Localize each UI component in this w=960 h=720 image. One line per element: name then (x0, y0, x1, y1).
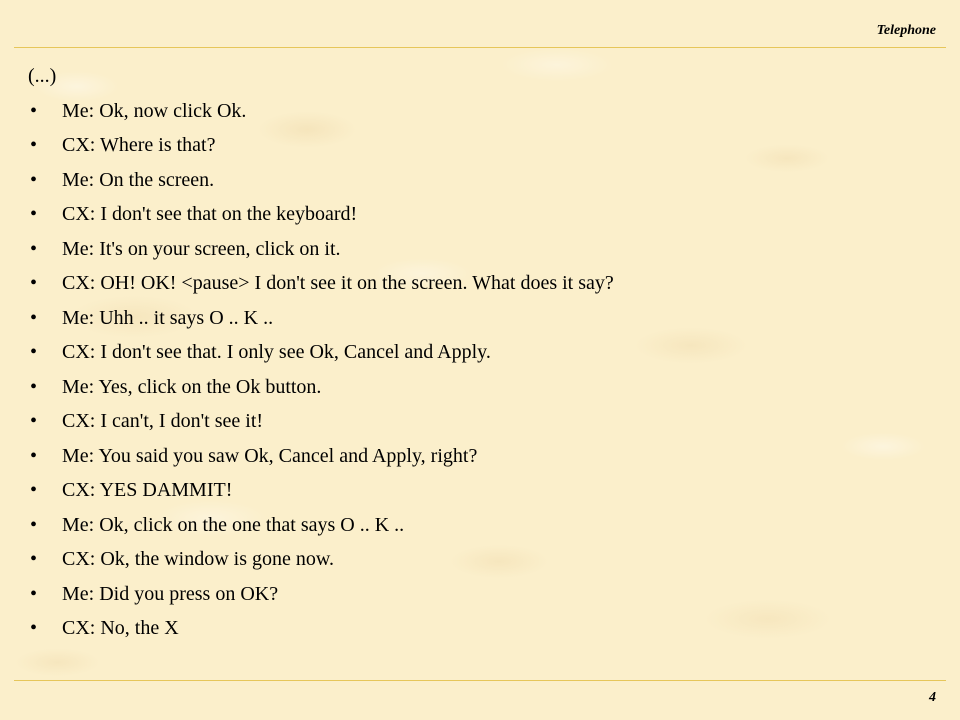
list-item (0, 266, 960, 301)
list-item (0, 439, 960, 474)
bullet-icon: • (30, 375, 38, 398)
list-item (0, 197, 960, 232)
list-item-text: CX: OH! OK! <pause> I don't see it on the screen. What does it say? (62, 272, 614, 294)
list-item-text: CX: I can't, I don't see it! (62, 410, 264, 432)
list-item-text: CX: Where is that? (62, 134, 216, 156)
bullet-icon: • (30, 617, 38, 639)
bullet-icon: • (30, 272, 38, 294)
slide-content (0, 59, 960, 646)
list-item (0, 404, 960, 439)
bullet-icon: • (30, 410, 38, 432)
list-item-text: CX: I don't see that. I only see Ok, Cancel and Apply. (62, 341, 491, 363)
intro-ellipsis: (...) (28, 65, 57, 87)
list-item-text: Me: On the screen. (62, 168, 215, 191)
bullet-icon: • (30, 134, 38, 156)
bullet-icon: • (30, 513, 38, 536)
bullet-icon: • (30, 203, 38, 225)
list-item-text: CX: I don't see that on the keyboard! (62, 203, 358, 225)
bullet-icon: • (30, 237, 38, 260)
list-item (0, 611, 960, 646)
bullet-icon: • (30, 479, 38, 501)
list-item-text: Me: Uhh .. it says O .. K .. (62, 306, 274, 329)
list-item-text: Me: Ok, now click Ok. (62, 99, 247, 122)
list-item (0, 508, 960, 543)
slide-header-title: Telephone (876, 23, 936, 38)
list-item (0, 163, 960, 198)
list-item-text: Me: You said you saw Ok, Cancel and Apply, right? (62, 444, 478, 467)
list-item-text: CX: YES DAMMIT! (62, 479, 233, 501)
list-item (0, 473, 960, 508)
list-item-text: CX: No, the X (62, 617, 179, 639)
list-item (0, 232, 960, 267)
bullet-icon: • (30, 168, 38, 191)
list-item (0, 301, 960, 336)
list-item (0, 370, 960, 405)
list-item-text: Me: Did you press on OK? (62, 582, 279, 605)
list-item (0, 335, 960, 370)
list-item (0, 128, 960, 163)
page-number: 4 (929, 690, 936, 705)
bullet-icon: • (30, 306, 38, 329)
bullet-icon: • (30, 99, 38, 122)
list-item (0, 542, 960, 577)
bullet-icon: • (30, 341, 38, 363)
dialogue-list (0, 94, 960, 646)
list-item-text: Me: It's on your screen, click on it. (62, 237, 341, 260)
list-item-text: Me: Ok, click on the one that says O .. K .. (62, 513, 405, 536)
header-divider (14, 47, 946, 48)
bullet-icon: • (30, 548, 38, 570)
bullet-icon: • (30, 582, 38, 605)
bullet-icon: • (30, 444, 38, 467)
footer-divider (14, 680, 946, 681)
list-item-text: CX: Ok, the window is gone now. (62, 548, 335, 570)
list-item (0, 577, 960, 612)
list-item (0, 94, 960, 129)
list-item-text: Me: Yes, click on the Ok button. (62, 375, 322, 398)
